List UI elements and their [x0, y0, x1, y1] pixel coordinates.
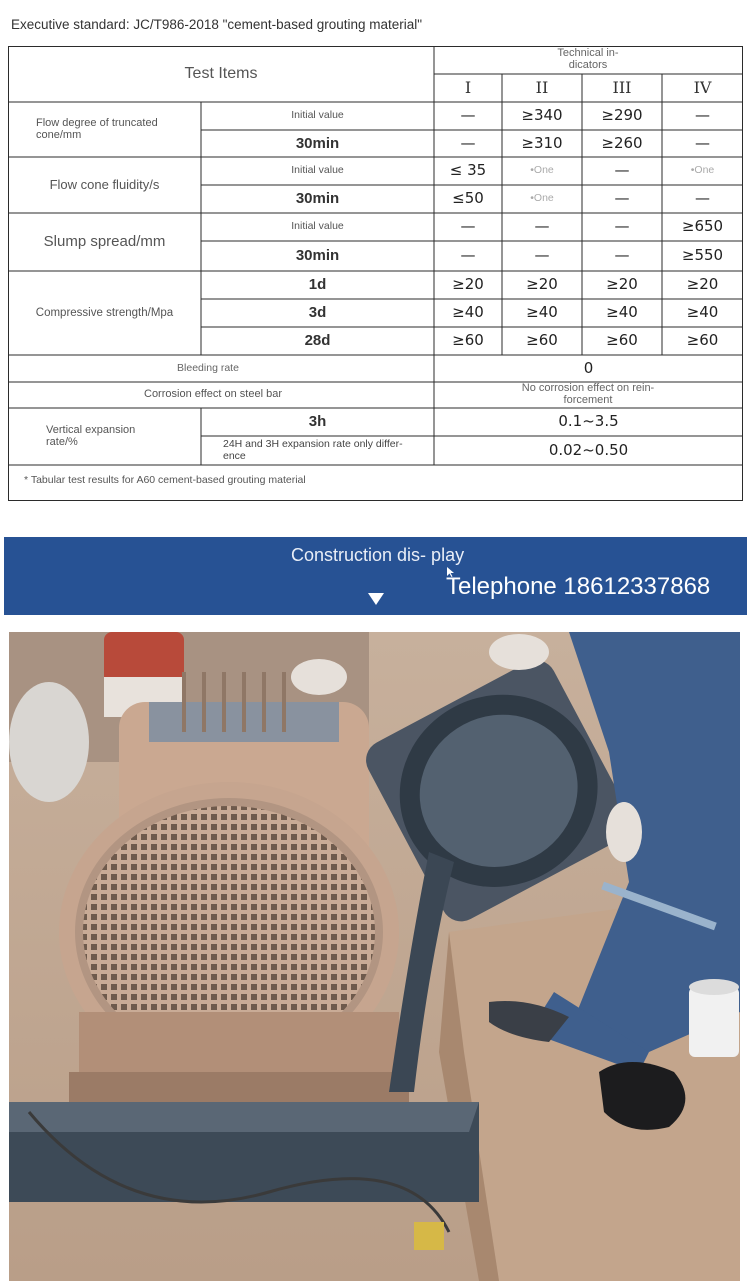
- table-cell: ≥60: [606, 331, 638, 350]
- flow-truncated-30min-label: 30min: [295, 134, 340, 152]
- grade-header-1: I: [464, 77, 472, 97]
- executive-standard-text: Executive standard: JC/T986-2018 "cement-based grouting material": [11, 17, 423, 32]
- technical-indicators-header: Technical in- dicators: [557, 47, 619, 71]
- table-cell: —: [614, 189, 630, 208]
- table-cell: ≥20: [606, 275, 638, 294]
- table-cell: ≥260: [601, 133, 643, 152]
- table-cell: —: [460, 246, 476, 265]
- compressive-28d-label: 28d: [304, 332, 331, 350]
- table-cell: ≥40: [606, 303, 638, 322]
- expansion-3h-value: 0.1~3.5: [558, 412, 619, 431]
- down-arrow-icon: [368, 593, 384, 605]
- table-cell: —: [460, 217, 476, 236]
- slump-initial-label: Initial value: [291, 220, 344, 233]
- test-items-header: Test Items: [184, 64, 258, 82]
- flow-cone-30min-label: 30min: [295, 190, 340, 208]
- table-cell: ≥20: [526, 275, 558, 294]
- table-cell: —: [614, 161, 630, 180]
- vertical-expansion-label: Vertical expansion rate/%: [46, 423, 136, 448]
- table-cell: —: [695, 133, 710, 152]
- table-footnote: * Tabular test results for A60 cement-based grouting material: [24, 474, 306, 486]
- technical-indicators-table: [8, 46, 743, 501]
- table-cell: ≥650: [681, 217, 724, 236]
- table-cell: —: [695, 189, 710, 208]
- table-cell: •One: [530, 192, 554, 205]
- table-cell: ≥60: [526, 331, 558, 350]
- table-cell: —: [695, 106, 710, 125]
- expansion-diff-label: 24H and 3H expansion rate only differ- ence: [223, 438, 403, 462]
- expansion-diff-value: 0.02~0.50: [548, 440, 629, 459]
- corrosion-label: Corrosion effect on steel bar: [144, 388, 282, 401]
- construction-photo-illustration: [9, 632, 740, 1281]
- flow-truncated-label: Flow degree of truncated cone/mm: [36, 116, 158, 141]
- slump-spread-label: Slump spread/mm: [43, 233, 166, 251]
- grade-header-2: II: [535, 77, 549, 97]
- grade-header-3: III: [612, 77, 632, 97]
- table-cell: ≥60: [686, 331, 719, 350]
- table-cell: ≥550: [681, 246, 724, 265]
- table-cell: ≥40: [686, 303, 719, 322]
- flow-truncated-initial-label: Initial value: [291, 109, 344, 122]
- banner-title: Construction dis- play: [291, 545, 465, 565]
- slump-30min-label: 30min: [295, 247, 340, 265]
- table-cell: ≥340: [521, 106, 563, 125]
- table-cell: ≥20: [686, 275, 719, 294]
- table-cell: ≥20: [452, 275, 484, 294]
- table-cell: ≤ 35: [449, 161, 487, 180]
- table-cell: ≥310: [521, 133, 563, 152]
- bleeding-rate-value: 0: [583, 358, 594, 377]
- table-cell: —: [614, 217, 630, 236]
- flow-cone-label: Flow cone fluidity/s: [49, 177, 160, 193]
- flow-cone-initial-label: Initial value: [291, 164, 344, 177]
- expansion-3h-label: 3h: [308, 413, 327, 431]
- table-cell: —: [534, 246, 550, 265]
- grade-header-4: IV: [693, 77, 712, 97]
- construction-display-banner: [4, 537, 747, 615]
- compressive-3d-label: 3d: [308, 304, 327, 322]
- table-cell: —: [614, 246, 630, 265]
- table-cell: ≥40: [526, 303, 558, 322]
- telephone-number: Telephone 18612337868: [446, 573, 711, 600]
- corrosion-value: No corrosion effect on rein- forcement: [521, 382, 655, 406]
- table-cell: •One: [690, 164, 715, 177]
- table-cell: —: [460, 106, 476, 125]
- table-cell: ≥40: [452, 303, 484, 322]
- table-cell: —: [460, 133, 476, 152]
- construction-photo: [9, 632, 740, 1281]
- compressive-1d-label: 1d: [308, 276, 327, 294]
- table-cell: ≤50: [452, 189, 484, 208]
- table-cell: •One: [530, 164, 554, 177]
- table-cell: —: [534, 217, 550, 236]
- bleeding-rate-label: Bleeding rate: [177, 361, 239, 374]
- table-cell: ≥60: [452, 331, 484, 350]
- compressive-strength-label: Compressive strength/Mpa: [35, 306, 174, 319]
- table-cell: ≥290: [601, 106, 643, 125]
